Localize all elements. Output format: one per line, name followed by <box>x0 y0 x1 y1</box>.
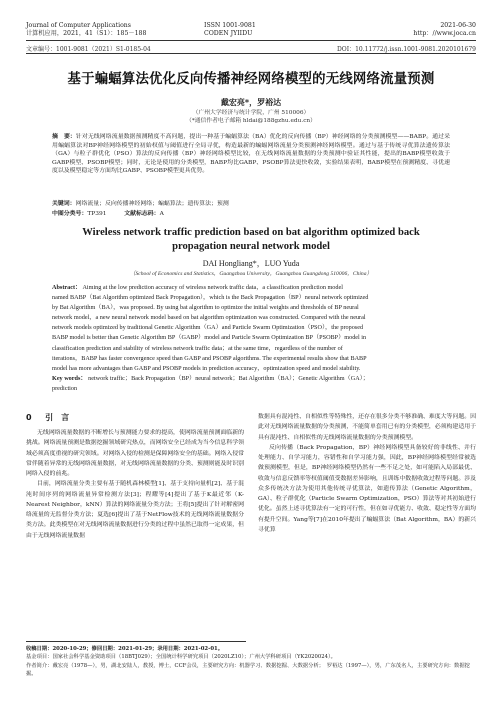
footnote-rule <box>26 641 246 642</box>
journal-header-right <box>413 22 476 38</box>
paragraph: 目前，网络流量分类主要有基于随机森林模型[1]、基于支持向量机[2]、基于混沌时间序列的网络流量异常检测方法[3]；程耀等[4]提出了基于K最近邻（K-Nearest Neighbor，kNN）算法的网络流量分类方法；王将[5]提出了针对解密网络流量的无监督分类方法；夏选[6]提出了基于NetFlow技术的无线网络流量数据分类方法。此类模型在对无线网络流量数据进行分类的过程中虽然已取得一定成果，但由于无线网络流量数据 <box>26 481 244 539</box>
section-number: 0 <box>26 413 32 422</box>
header-rule <box>26 40 476 41</box>
affiliation-zh: （广州大学经济与统计学院，广州 510006） <box>192 110 310 116</box>
keywords-zh-label: 关键词： <box>52 201 76 207</box>
paper-title-zh: 基于蝙蝠算法优化反向传播神经网络模型的无线网络流量预测 <box>67 72 435 87</box>
footnote-received: 收稿日期：2020-10-29；修回日期：2021-01-29；录用日期：2021-02-01。 <box>26 646 223 652</box>
clc-value: TP391 <box>87 211 107 217</box>
keywords-zh <box>52 200 450 209</box>
abstract-en-line: BABP model is better than Genetic Algorithm BP（GABP）model and Particle Swarm Optimization BP（PSOBP）model in <box>52 334 367 342</box>
journal-header-center <box>204 22 256 38</box>
abstract-en-label: Abstract： <box>52 284 82 291</box>
keywords-en-line: prediction <box>52 384 78 392</box>
abstract-en-line: model has more advantages than GABP and PSOBP models in prediction accuracy，optimization speed and model stability. <box>52 364 361 372</box>
abstract-en-line: by Bat Algorithm（BA），was proposed. By using bat algorithm to optimize the initial weights and thresholds of BP neural <box>52 304 359 312</box>
code-label: 文献标志码： <box>124 211 160 217</box>
authors-en: DAI Hongliang*，LUO Yuda <box>202 259 300 268</box>
classification-zh <box>52 210 450 219</box>
corresponding-zh: （*通信作者电子邮箱 hldai@188gzhu.edu.cn） <box>186 117 316 124</box>
keywords-en-label: Key words： <box>52 374 87 382</box>
journal-url[interactable]: http：//www.joca.cn <box>413 30 476 37</box>
footnotes <box>26 645 476 679</box>
abstract-zh <box>52 133 450 176</box>
keywords-zh-text: 网络流量；反向传播神经网络；蝙蝠算法；遗传算法；预测 <box>75 201 229 207</box>
journal-citation-zh: 计算机应用，2021，41（S1）：185－188 <box>26 30 147 37</box>
journal-header-left <box>26 22 146 38</box>
footnote-authors: 作者简介：戴宏亮（1978—），男，湖北安陆人，教授，博士，CCF会员，主要研究方向：机器学习、数据挖掘、大数据分析； 罗裕达（1997—），男，广东茂名人，主要研究方向：数据挖掘。 <box>26 662 470 678</box>
section-heading-intro <box>26 412 69 423</box>
abstract-en-line: network model，a new neural network model based on bat algorithm optimization was constructed. Compared with the neural <box>52 314 366 322</box>
body-column-right <box>258 412 476 535</box>
body-column-left <box>26 428 244 541</box>
abstract-en-line: iterations，BABP has faster convergence speed than GABP and PSOBP algorithms. The experimental results show that BABP <box>52 354 367 362</box>
abstract-en-line: network models optimized by traditional Genetic Algorithm（GA）and Particle Swarm Optimization（PSO），the proposed <box>52 324 364 332</box>
issn: ISSN 1001-9081 <box>204 22 256 29</box>
paper-title-en-line: Wireless network traffic prediction based on bat algorithm optimized back <box>82 227 420 238</box>
meta-rule <box>26 53 476 54</box>
abstract-en-line: classification prediction and stability of wireless network traffic data；at the same time，regardless of the number of <box>52 344 343 352</box>
affiliation-zh-block <box>0 110 502 125</box>
paragraph: 无线网络流量数据的不断增长与预测能力要求的提高，使网络流量预测面临新的挑战。网络流量预测是数据挖掘领域研究热点，而网络安全已经成为当今信息科学领域必须高度重视的研究领域。对网络入侵的检测是保障网络安全的基础。网络入侵常常伴随着异常的无线网络流量数据，对无线网络流量数据的分类、预测则能及时识别网络入侵的前兆。 <box>26 430 244 477</box>
keywords-en-line: Key words： network traffic；Back Propagation（BP）neural network；Bat Algorithm（BA）；Genetic Algorithm（GA）； <box>52 374 369 382</box>
abstract-zh-text: 针对无线网络流量数据预测精度不高问题，提出一种基于蝙蝠算法（BA）优化的反向传播（BP）神经网络的分类预测模型——BABP。通过采用蝙蝠算法对BP神经网络模型的初始权值与阈值进行全局寻优，构造最新的蝙蝠网络流量分类预测神经网络模型。通过与基于传统寻优算法遗传算法（GA）与粒子群优化（PSO）算法的反向传播（BP）神经网络模型比较，在无线网络流量数据的分类预测中验证其性能，提出的BABP模型收敛于GABP模型、PSOBP模型；同时，无论是使用的分类模型，BABP均比GABP、PSOBP算法更快收敛，实验结果表明，BABP模型在预测精度、寻优速度以及模型稳定等方面均比GABP、PSOBP模型更具优势。 <box>52 134 451 175</box>
code-value: A <box>159 211 164 217</box>
paragraph: 反向传播（Back Propagation，BP）神经网络模型具备较好的非线性、并行处理能力、自学习能力，容错性和自学习能力强，因此，BP神经网络模型经常被选做预测模型，但是，BP神经网络模型仍然有一些不足之处，如可能陷入局部最优、收敛与信息反馈率等权值阈值受数据差异影响，且训练中数据收敛过程等问题。涉及众多传统决方法为使用其他传统寻优算法，如遗传算法（Genetic Algorithm，GA）、粒子群优化（Particle Swarm Optimization，PSO）算法等对其初始进行优化。虽然上述寻优算法有一定的可行性，但在如寻优能力、收敛、稳定性等方面均有提升空间。Yang等[7]在2010年提出了蝙蝠算法（Bat Algorithm，BA）的新兴寻优算 <box>258 444 477 533</box>
paper-title-en-line: propagation neural network model <box>172 241 330 252</box>
section-title: 引 言 <box>45 413 70 422</box>
paper-title-en <box>0 226 502 254</box>
doi[interactable]: DOI：10.11772/j.issn.1001-9081.2020101679 <box>336 46 476 53</box>
clc-label: 中图分类号： <box>52 211 88 217</box>
paragraph: 数据具有混沌性、自相似性等特殊性，还存在很多分类不够准确、难度大等问题。因此对无线网络流量数据的分类预测，不能简单套用已有的分类模型，必须构建适用于具有混沌性、自相似性的无线网络流量数据的分类预测模型。 <box>258 414 476 441</box>
abstract-en-line: named BABP（Bat Algorithm optimized Back Propagation），which is the Back Propagation（BP）neural network optimized <box>52 294 369 302</box>
coden: CODEN JYIIDU <box>204 30 253 37</box>
authors-zh: 戴宏亮*，罗裕达 <box>220 97 282 107</box>
article-number: 文章编号：1001-9081（2021）S1-0185-04 <box>26 46 151 53</box>
abstract-zh-label: 摘 要： <box>52 134 76 140</box>
abstract-en <box>52 283 450 394</box>
affiliation-en: （School of Economics and Statistics，Guangzhou University，Guangzhou Guangdong 510006，China） <box>129 271 373 277</box>
abstract-en-line: Abstract： Aiming at the low prediction accuracy of wireless network traffic data，a classification prediction model <box>52 284 343 291</box>
footnote-funding: 基金项目：国家社会科学基金资助项目（18BTJ029）；全国统计科学研究项目（2020LZ10）；广州大学科研项目（YK2020024）。 <box>26 654 336 661</box>
journal-name-en: Journal of Computer Applications <box>26 22 131 29</box>
issue-date: 2021-06-30 <box>440 22 476 29</box>
